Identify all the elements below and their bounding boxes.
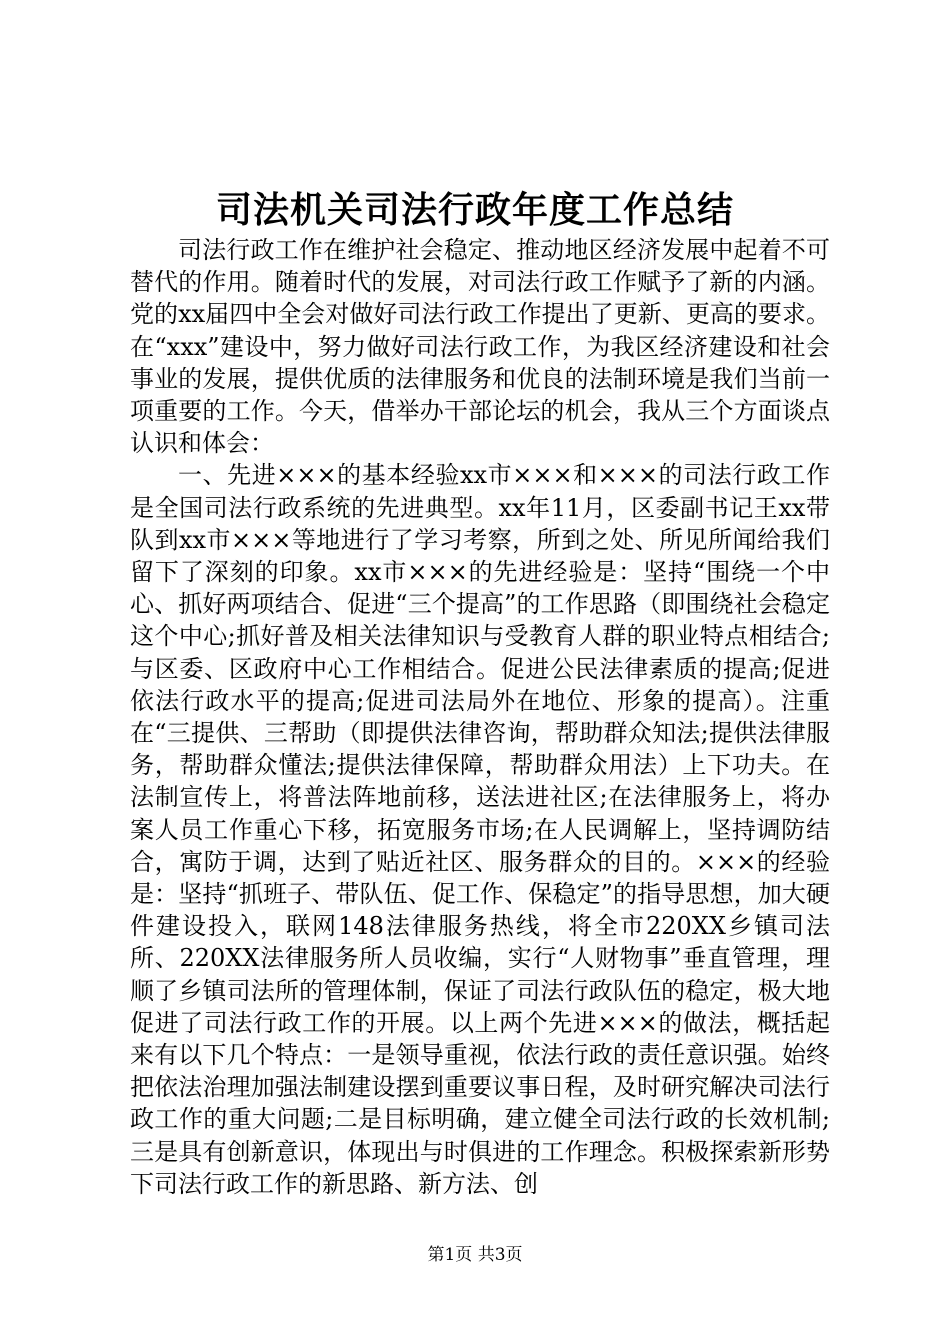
paragraph-intro: 司法行政工作在维护社会稳定、推动地区经济发展中起着不可替代的作用。随着时代的发展，对司法行政工作赋予了新的内涵。党的xx届四中全会对做好司法行政工作提出了更新、更高的要求。在“xxx”建设中，努力做好司法行政工作，为我区经济建设和社会事业的发展，提供优质的法律服务和优良的法制环境是我们当前一项重要的工作。今天，借举办干部论坛的机会，我从三个方面谈点认识和体会： xyxy=(130,236,830,458)
page-number-footer: 第1页 共3页 xyxy=(427,1245,523,1265)
document-title: 司法机关司法行政年度工作总结 xyxy=(215,189,734,231)
document-body xyxy=(130,234,830,1200)
paragraph-section-one: 一、先进×××的基本经验xx市×××和×××的司法行政工作是全国司法行政系统的先进典型。xx年11月，区委副书记王xx带队到xx市×××等地进行了学习考察，所到之处、所见所闻给我们留下了深刻的印象。xx市×××的先进经验是：坚持“围绕一个中心、抓好两项结合、促进“三个提高”的工作思路（即围绕社会稳定这个中心;抓好普及相关法律知识与受教育人群的职业特点相结合;与区委、区政府中心工作相结合。促进公民法律素质的提高;促进依法行政水平的提高;促进司法局外在地位、形象的提高）。注重在“三提供、三帮助（即提供法律咨询，帮助群众知法;提供法律服务，帮助群众懂法;提供法律保障，帮助群众用法）上下功夫。在法制宣传上，将普法阵地前移，送法进社区;在法律服务上，将办案人员工作重心下移，拓宽服务市场;在人民调解上，坚持调防结合，寓防于调，达到了贴近社区、服务群众的目的。×××的经验是：坚持“抓班子、带队伍、促工作、保稳定”的指导思想，加大硬件建设投入，联网148法律服务热线，将全市220XX乡镇司法所、220XX法律服务所人员收编，实行“人财物事”垂直管理，理顺了乡镇司法所的管理体制，保证了司法行政队伍的稳定，极大地促进了司法行政工作的开展。以上两个先进×××的做法，概括起来有以下几个特点：一是领导重视，依法行政的责任意识强。始终把依法治理加强法制建设摆到重要议事日程，及时研究解决司法行政工作的重大问题;二是目标明确，建立健全司法行政的长效机制;三是具有创新意识，体现出与时俱进的工作理念。积极探索新形势下司法行政工作的新思路、新方法、创 xyxy=(130,461,830,1198)
